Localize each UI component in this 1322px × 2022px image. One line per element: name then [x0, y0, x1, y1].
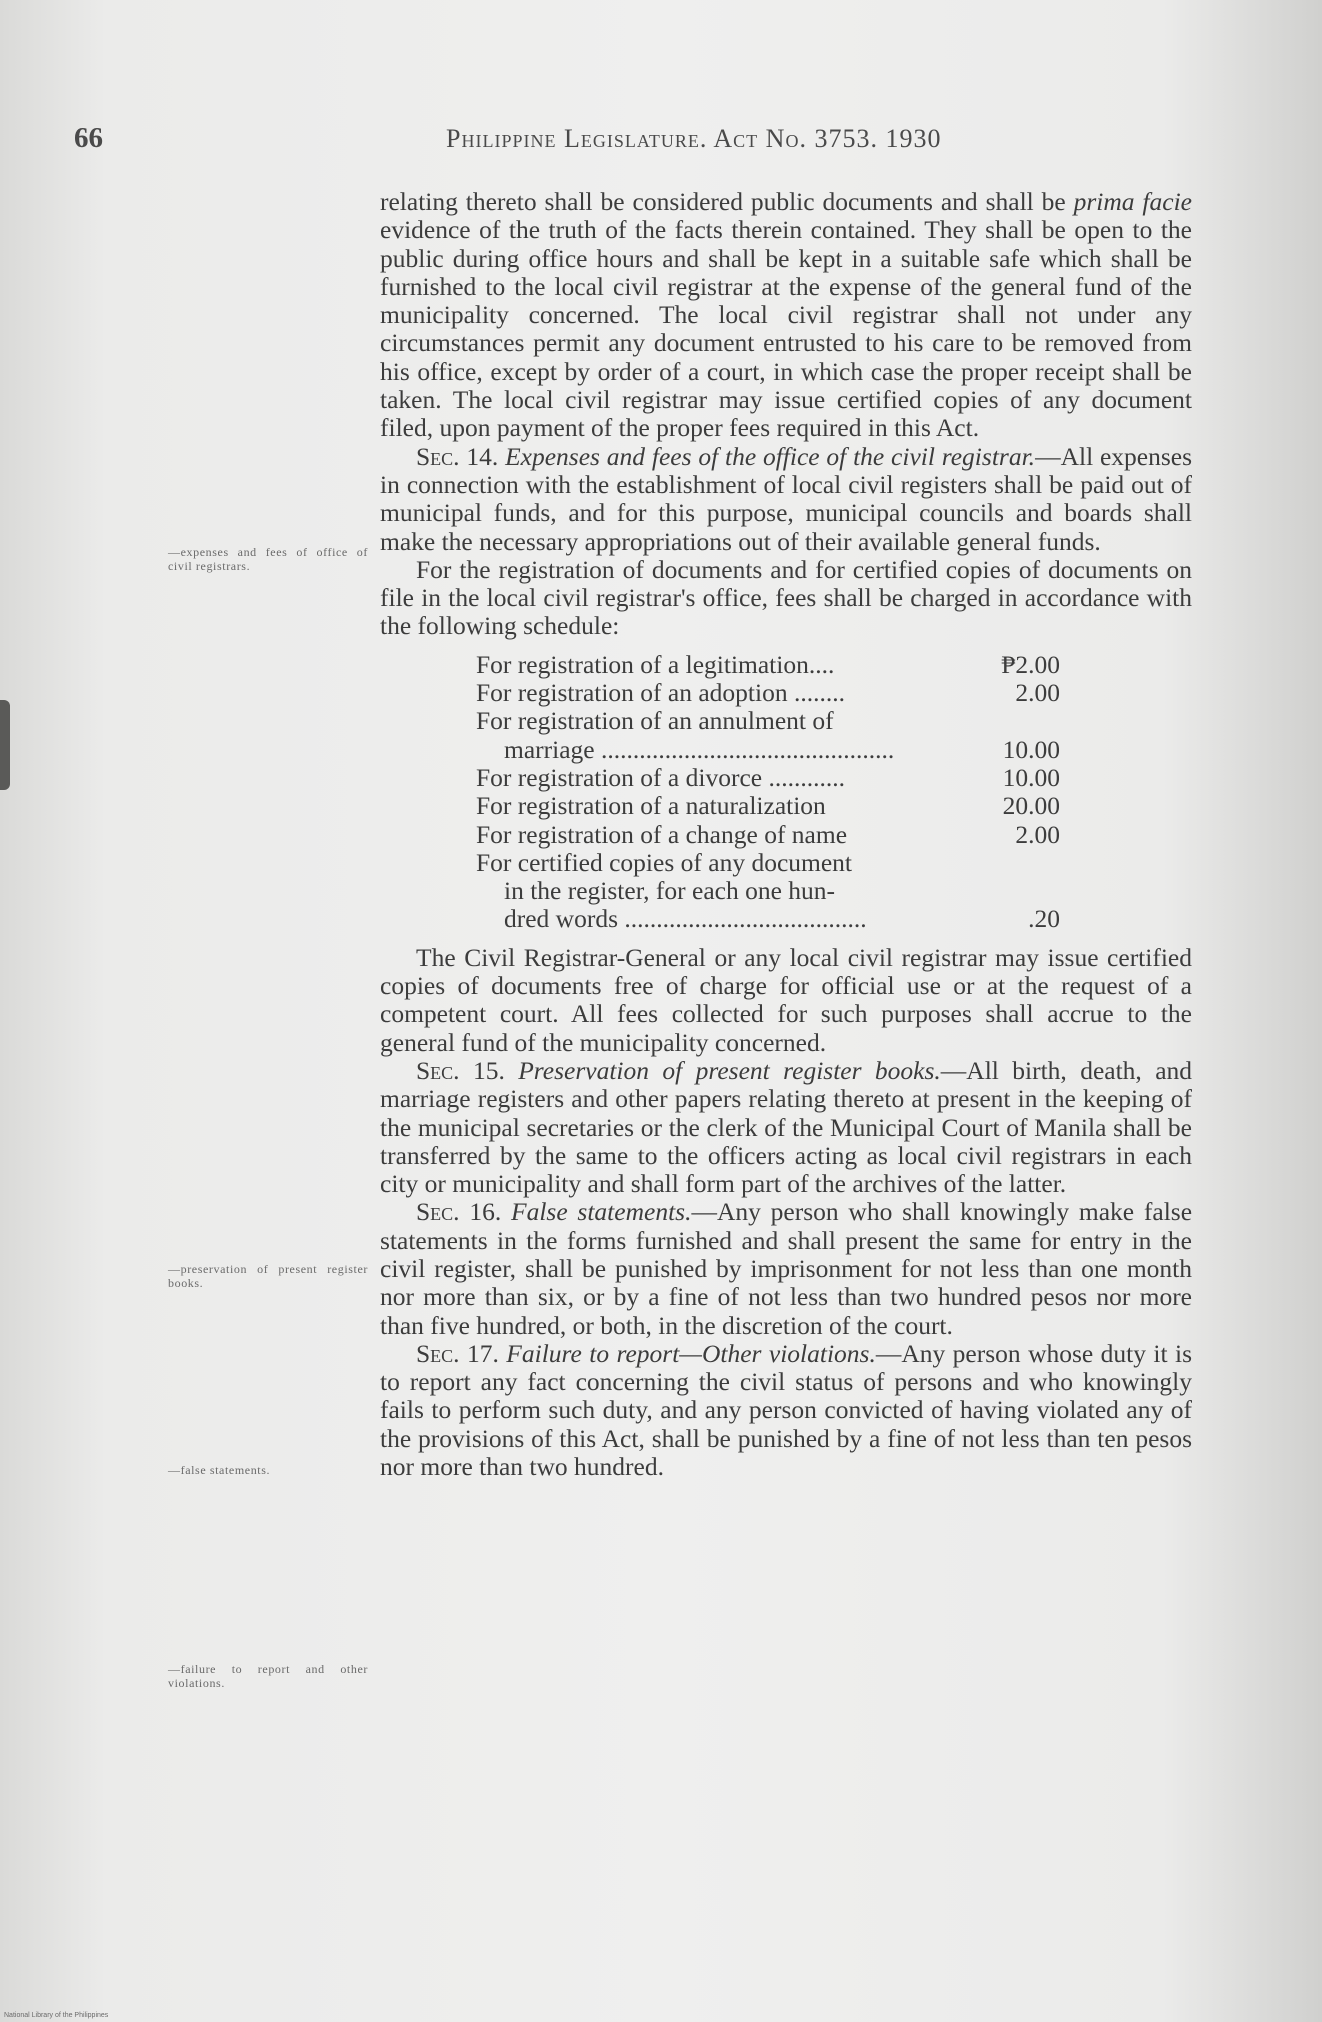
fee-row: For registration of a naturalization 20.00 — [476, 791, 1060, 821]
section-title: Expenses and fees of the office of the civil registrar. — [505, 441, 1036, 471]
fee-row: For registration of an adoption ........ 2.00 — [476, 678, 1060, 708]
body-text — [380, 188, 1192, 1481]
margin-note-sec17: —failure to report and other violations. — [168, 1662, 368, 1690]
fee-row: For registration of a legitimation.... ₱2.00 — [476, 649, 1060, 679]
scan-credit: National Library of the Philippines — [4, 2012, 109, 2019]
running-head: Philippine Legislature. Act No. 3753. 1930 — [446, 124, 942, 153]
margin-note-sec15: —preservation of present register books. — [168, 1262, 368, 1290]
fee-row: dred words ...................................... .20 — [504, 904, 1060, 934]
section-17: Sec. 17. Failure to report—Other violations.—Any person whose duty it is to report any fact concerning the civil status of persons and who knowingly fails to perform such duty, and any person convicted of having violated any of the provisions of this Act, shall be punished by a fine of not less than ten pesos nor more than two hundred. — [380, 1338, 1192, 1482]
section-16: Sec. 16. False statements.—Any person who shall knowingly make false statements in the forms furnished and shall present the same for entry in the civil register, shall be punished by imprisonment for not less than one month nor more than six, or by a fine of not less than two hundred pesos nor more than five hundred, or both, in the discretion of the court. — [380, 1197, 1193, 1340]
fee-row: For registration of a divorce ............ 10.00 — [476, 762, 1060, 792]
fee-row: For registration of an annulment of — [476, 706, 834, 736]
fee-row: For certified copies of any document — [476, 847, 853, 877]
margin-note-sec14: —expenses and fees of office of civil registrars. — [168, 545, 368, 573]
section-14-schedule-intro: For the registration of documents and for certified copies of documents on file in the local civil registrar's office, fees shall be charged in accordance with the following schedule: — [380, 554, 1192, 641]
section-label: Sec. 14. — [416, 441, 499, 471]
section-15: Sec. 15. Preservation of present register books.—All birth, death, and marriage registers and other papers relating thereto at present in the keeping of the municipal secretaries or the clerk of the Municipal Court of Manila shall be transferred by the same to the officers acting as local civil registrars in each city or municipality and shall form part of the archives of the latter. — [380, 1055, 1193, 1199]
fee-row: For registration of a change of name 2.00 — [476, 819, 1060, 849]
section-title: Preservation of present register books. — [518, 1055, 941, 1085]
paragraph-continuation: relating thereto shall be considered public documents and shall be prima facie evidence of the truth of the facts therein contained. They shall be open to the public during office hours and shall be kept in a suitable safe which shall be furnished to the local civil registrar at the expense of the general fund of the municipality concerned. The local civil registrar shall not under any circumstances permit any document entrusted to his care to be removed from his office, except by order of a court, in which case the proper receipt shall be taken. The local civil registrar may issue certified copies of any document filed, upon payment of the proper fees required in this Act. — [380, 187, 1192, 443]
section-label: Sec. 16. — [416, 1197, 502, 1227]
fee-schedule-table — [476, 651, 1090, 934]
section-title: False statements. — [511, 1197, 692, 1227]
section-14: Sec. 14. Expenses and fees of the office of the civil registrar.—All expenses in connection with the establishment of local civil registers shall be paid out of municipal funds, and for this purpose, municipal councils and boards shall make the necessary appropriations out of their available general funds. — [380, 441, 1193, 556]
section-14-free-copies: The Civil Registrar-General or any local civil registrar may issue certified copies of documents free of charge for official use or at the request of a competent court. All fees collected for such purposes shall accrue to the general fund of the municipality concerned. — [380, 942, 1192, 1057]
page-header — [74, 122, 1124, 162]
page-edge-shadow — [0, 700, 10, 790]
fee-row: in the register, for each one hun- — [504, 876, 836, 906]
section-title: Failure to report—Other violations. — [506, 1338, 876, 1368]
section-label: Sec. 17. — [416, 1338, 499, 1368]
page-number: 66 — [74, 122, 103, 154]
fee-row: marriage .............................................. 10.00 — [504, 734, 1060, 764]
margin-note-sec16: —false statements. — [168, 1463, 271, 1477]
section-label: Sec. 15. — [416, 1055, 505, 1085]
